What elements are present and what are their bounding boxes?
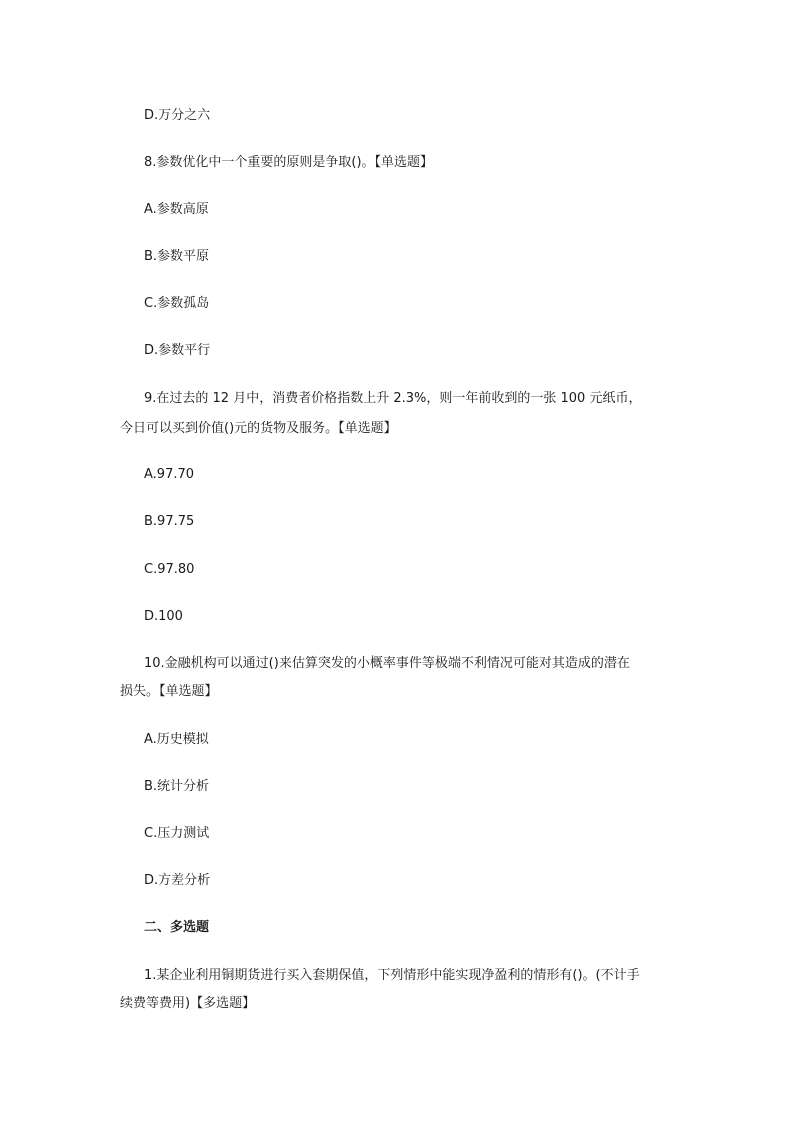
q8-option-a: A.参数高原 [144,202,209,217]
q7-option-d: D.万分之六 [144,108,211,123]
q10-option-c: C.压力测试 [144,826,210,841]
q10-stem-line1: 10.金融机构可以通过()来估算突发的小概率事件等极端不利情况可能对其造成的潜在 [144,656,630,671]
q9-stem-line1: 9.在过去的 12 月中，消费者价格指数上升 2.3%，则一年前收到的一张 100 元纸币， [144,391,642,406]
q9-option-c: C.97.80 [144,562,195,577]
q8-option-c: C.参数孤岛 [144,296,210,311]
q9-option-b: B.97.75 [144,514,195,529]
q8-option-b: B.参数平原 [144,249,210,264]
section-title-multiple-choice: 二、多选题 [144,920,210,935]
q9-option-a: A.97.70 [144,467,195,482]
q10-option-a: A.历史模拟 [144,732,209,747]
q9-option-d: D.100 [144,609,183,624]
mq1-stem-line2: 续费等费用)【多选题】 [120,996,256,1011]
q8-stem: 8.参数优化中一个重要的原则是争取()。【单选题】 [144,155,434,170]
q8-option-d: D.参数平行 [144,343,211,358]
q10-option-d: D.方差分析 [144,873,211,888]
q10-stem-line2: 损失。【单选题】 [120,684,218,699]
q9-stem-line2: 今日可以买到价值()元的货物及服务。【单选题】 [120,421,397,436]
q10-option-b: B.统计分析 [144,779,210,794]
mq1-stem-line1: 1.某企业利用铜期货进行买入套期保值，下列情形中能实现净盈利的情形有()。(不计手 [144,968,640,983]
